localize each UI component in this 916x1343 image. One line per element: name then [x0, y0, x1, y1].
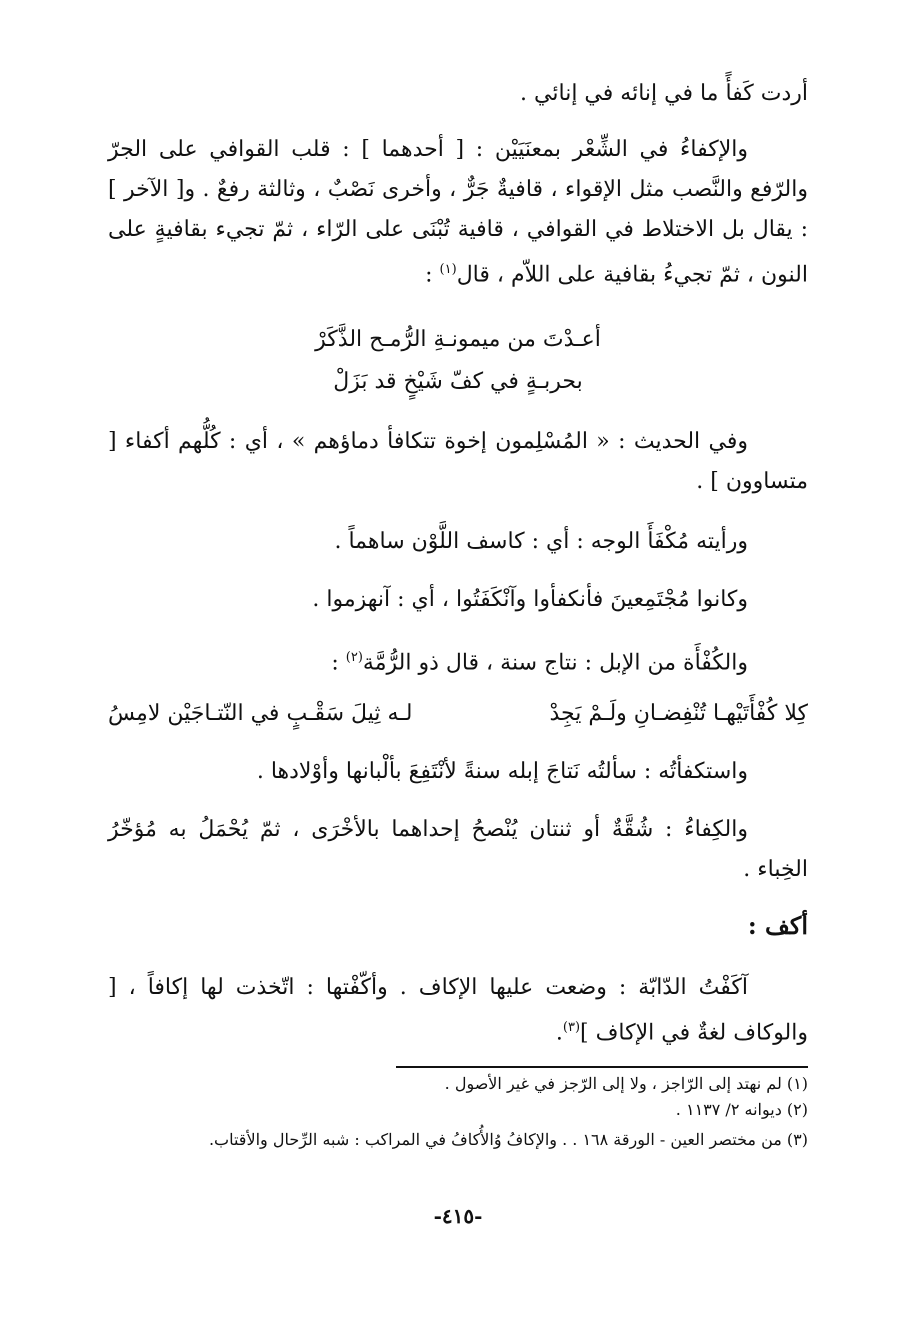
entry-heading-akf: أكف :	[747, 911, 808, 940]
footnote-separator	[396, 1066, 808, 1068]
paragraph-kifa	[108, 810, 808, 890]
footnote-ref-3: (٣)	[562, 1020, 581, 1035]
paragraph-inkafa	[108, 580, 808, 620]
opening-text: أردت كَفأً ما في إنائه في إنائي .	[520, 81, 808, 106]
paragraph-ikfa-poetry	[108, 130, 808, 295]
inkafa-text: وكانوا مُجْتَمِعينَ فأنكفأوا وآنْكَفَتُوا ، أي : آنهزموا .	[312, 587, 748, 612]
ikaf-text-end: .	[555, 1020, 563, 1046]
istakfa-text: واستكفأتُه : سألتُه نَتاجَ إبله سنةً لأنْتَفِعَ بألْبانها وأوْلادها .	[256, 759, 748, 784]
page-number: -٤١٥-	[433, 1204, 483, 1228]
verse-2-hemistich-1: كِلا كُفْأَتَيْهـا تُنْفِضـانِ ولَـمْ يَجِدْ	[549, 701, 808, 726]
ikaf-text: آكَفْتُ الدّابّة : وضعت عليها الإكاف . وأكّفْتها : اتّخذت لها إكافاً ، [ والوكاف لغةٌ في الإكاف ]	[108, 975, 808, 1046]
paragraph-istakfa	[108, 752, 808, 792]
paragraph-opening-line	[108, 74, 808, 114]
verse-2-hemistich-2: لـه ثِيلَ سَقْـبٍ في النّتـاجَيْن لامِسُ	[108, 701, 413, 726]
footnote-1: (١) لم نهتد إلى الرّاجز ، ولا إلى الرّجز في غير الأصول .	[444, 1074, 808, 1093]
paragraph-kuf-a	[108, 638, 808, 683]
mukfa-text: ورأيته مُكْفَأَ الوجه : أي : كاسف اللَّوْن ساهماً .	[334, 529, 748, 554]
verse-1-hemistich-2: بحربـةٍ في كفّ شَيْخٍ قد بَزَلْ	[333, 369, 583, 394]
ikfa-text: والإكفاءُ في الشِّعْر بمعنَيَيْن : [ أحدهما ] : قلب القوافي على الجرّ والرّفع والنَّصب مثل الإقواء ، قافيةٌ جَرٌّ ، وأخرى نَصْبٌ ، وثالثة رفعٌ . و[ الآخر ] : يقال بل الاختلاط في القوافي ، قافية تُبْنَى على الرّاء ، ثمّ تجيء بقافيةٍ على النون ، ثمّ تجيءُ بقافية على اللاّم ، قال	[108, 137, 808, 288]
kifa-text: والكِفاءُ : شُقَّةٌ أو ثنتان يُنْصحُ إحداهما بالأخْرَى ، ثمّ يُحْمَلُ به مُؤخّرُ الخِباء .	[108, 817, 808, 882]
kuf-a-text-end: :	[331, 650, 346, 676]
footnote-ref-1: (١)	[439, 262, 457, 277]
footnote-ref-2: (٢)	[345, 650, 363, 665]
paragraph-mukfa	[108, 522, 808, 562]
verse-2	[108, 694, 808, 734]
footnote-2: (٢) ديوانه ٢/ ١١٣٧ .	[675, 1100, 808, 1119]
footnote-3: (٣) من مختصر العين - الورقة ١٦٨ . . والإكافُ وُالأُكافُ في المراكب : شبه الرِّحال والأقتاب.	[208, 1130, 808, 1149]
paragraph-ikaf	[108, 968, 808, 1053]
ikfa-text-end: :	[425, 262, 440, 288]
kuf-a-text: والكُفْأَة من الإبل : نتاج سنة ، قال ذو الرُّمَّة	[362, 650, 748, 676]
paragraph-hadith	[108, 422, 808, 502]
verse-1-hemistich-1: أعـدْتَ من ميمونـةِ الرُّمـح الذَّكَرْ	[315, 327, 601, 352]
hadith-text: وفي الحديث : « المُسْلِمون إخوة تتكافأ دماؤهم » ، أي : كُلُّهم أكفاء [ متساوون ] .	[108, 429, 808, 494]
